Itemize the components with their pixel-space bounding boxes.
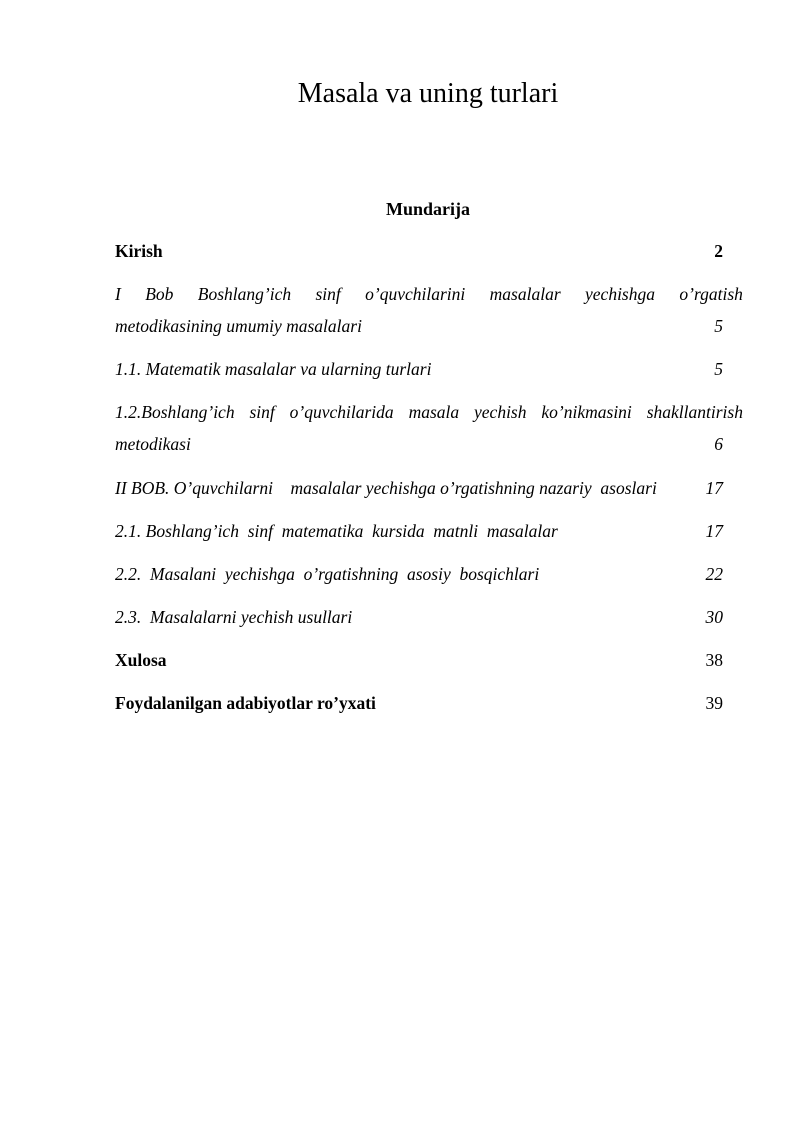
toc-entry-page: 17 [705, 478, 723, 498]
toc-entry-text: 1.1. Matematik masalalar va ularning turlari [115, 359, 432, 379]
toc-entry-section-1-2[interactable] [115, 396, 743, 460]
toc-entry-page: 2 [714, 241, 723, 261]
toc-entry-kirish[interactable] [115, 235, 743, 267]
toc-entry-section-2-2[interactable] [115, 558, 743, 590]
toc-entry-text-line1: 1.2.Boshlang’ich sinf o’quvchilarida masala yechish ko’nikmasini shakllantirish [115, 402, 743, 422]
toc-entry-page: 30 [705, 607, 723, 627]
document-title: Masala va uning turlari [297, 78, 559, 109]
toc-entry-text: Kirish [115, 241, 163, 261]
toc-entry-page: 38 [705, 650, 723, 670]
toc-entry-text-line2: metodikasining umumiy masalalari [115, 316, 362, 336]
toc-entry-text: 2.2. Masalani yechishga o’rgatishning asosiy bosqichlari [115, 564, 540, 584]
toc-entry-section-1-1[interactable] [115, 353, 743, 385]
toc-entry-text: II BOB. O’quvchilarni masalalar yechishga o’rgatishning nazariy asoslari [115, 478, 657, 498]
toc-entry-text: 2.1. Boshlang’ich sinf matematika kursida matnli masalalar [115, 521, 558, 541]
toc-entry-adabiyotlar[interactable] [115, 687, 743, 719]
toc-entry-chapter-1[interactable] [115, 278, 743, 342]
toc-entry-page: 17 [705, 521, 723, 541]
toc-entry-text: 2.3. Masalalarni yechish usullari [115, 607, 353, 627]
toc-entry-page: 5 [714, 359, 723, 379]
toc-entry-text: Foydalanilgan adabiyotlar ro’yxati [115, 693, 376, 713]
toc-entry-text-line2: metodikasi [115, 434, 191, 454]
toc-entry-text-line1: I Bob Boshlang’ich sinf o’quvchilarini masalalar yechishga o’rgatish [115, 284, 743, 304]
toc-entry-page: 22 [705, 564, 723, 584]
toc-entry-section-2-3[interactable] [115, 601, 743, 633]
toc-entry-page: 5 [714, 316, 723, 336]
toc-heading: Mundarija [385, 199, 470, 219]
toc-entry-text: Xulosa [115, 650, 167, 670]
toc-entry-page: 6 [714, 434, 723, 454]
toc-entry-page: 39 [705, 693, 723, 713]
toc-entry-section-2-1[interactable] [115, 515, 743, 547]
toc-entry-xulosa[interactable] [115, 644, 743, 676]
toc-entry-chapter-2[interactable] [115, 472, 743, 504]
